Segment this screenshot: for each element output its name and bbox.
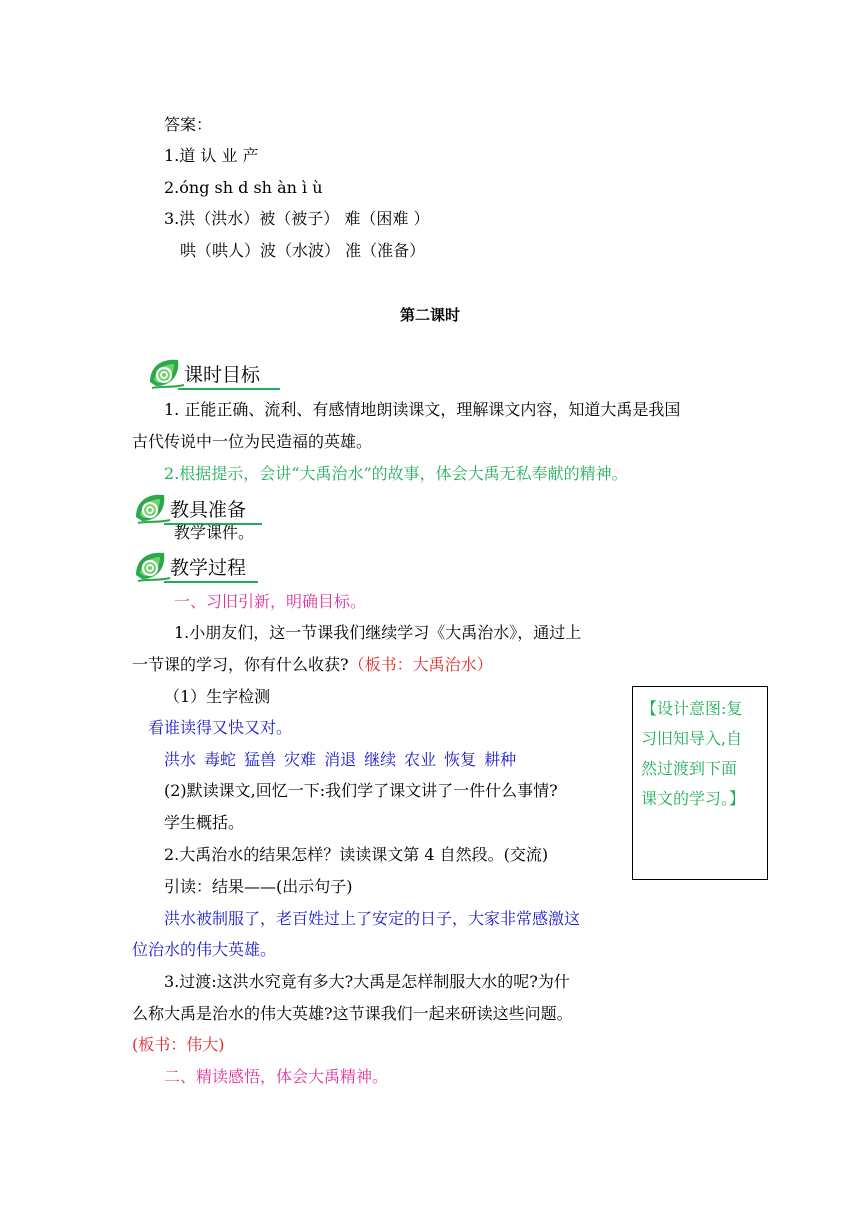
goal-1a: 1. 正能正确、流利、有感情地朗读课文，理解课文内容，知道大禹是我国 [164,400,681,419]
vocab-word: 恢复 [444,750,477,769]
transition-3b: 么称大禹是治水的伟大英雄?这节课我们一起来研读这些问题。 [132,1004,573,1023]
part-2-heading: 二、精读感悟，体会大禹精神。 [164,1067,389,1086]
read-prompt: 看谁读得又快又对。 [148,718,293,737]
answer-line-1: 1.道 认 业 产 [164,146,259,165]
vocab-word: 耕种 [484,750,517,769]
answer-line-4: 哄（哄人）波（水波） 准（准备） [180,241,426,260]
process-1b [132,654,493,676]
board-note-1: （板书：大禹治水） [348,655,493,674]
question-2: 2.大禹治水的结果怎样？读读课文第 4 自然段。(交流) [164,845,549,864]
quote-line-1: 洪水被制服了，老百姓过上了安定的日子，大家非常感激这 [164,909,581,928]
goal-1b: 古代传说中一位为民造福的英雄。 [132,432,373,451]
sub-item-1: （1）生字检测 [164,687,271,706]
vocab-word: 洪水 [164,750,197,769]
leaf-swirl-icon [146,352,186,392]
section-process-title: 教学过程 [170,557,247,579]
transition-3a: 3.过渡:这洪水究竟有多大?大禹是怎样制服大水的呢?为什 [164,972,570,991]
vocab-word: 继续 [364,750,397,769]
quote-line-2: 位治水的伟大英雄。 [132,940,277,959]
process-1b-text: 一节课的学习，你有什么收获? [132,655,349,674]
design-intent-line-3: 然过渡到下面 [641,759,738,778]
student-summary: 学生概括。 [164,813,245,832]
lead-reading: 引读：结果——(出示句子) [164,877,353,896]
answers-title: 答案： [164,115,213,134]
section-goals-underline [178,388,280,390]
goal-2: 2.根据提示，会讲“大禹治水”的故事，体会大禹无私奉献的精神。 [164,464,628,483]
answer-line-3: 3.洪（洪水）被（被子） 难（困难 ） [164,209,430,228]
vocab-word: 消退 [324,750,357,769]
vocab-word: 农业 [404,750,437,769]
design-intent-line-1: 【设计意图:复 [641,699,743,718]
sub-item-2: (2)默读课文,回忆一下:我们学了课文讲了一件什么事情? [164,781,558,800]
part-1-heading: 一、习旧引新，明确目标。 [174,592,367,611]
prep-text: 教学课件。 [174,523,255,542]
leaf-swirl-icon [132,545,172,585]
process-1a: 1.小朋友们，这一节课我们继续学习《大禹治水》，通过上 [174,623,582,642]
section-process-underline [164,581,258,583]
lesson-title: 第二课时 [399,306,460,324]
vocab-word: 灾难 [284,750,317,769]
answer-line-2: 2.óng sh d sh àn ì ù [164,178,323,197]
design-intent-box [632,686,768,880]
vocab-word: 毒蛇 [204,750,237,769]
vocab-list [164,749,524,771]
section-prep-title: 教具准备 [170,499,247,521]
board-note-2: (板书：伟大) [132,1035,225,1054]
vocab-word: 猛兽 [244,750,277,769]
design-intent-line-2: 习旧知导入,自 [641,729,743,748]
section-goals-title: 课时目标 [184,364,261,386]
leaf-swirl-icon [132,487,172,527]
design-intent-line-4: 课文的学习。】 [641,789,746,808]
